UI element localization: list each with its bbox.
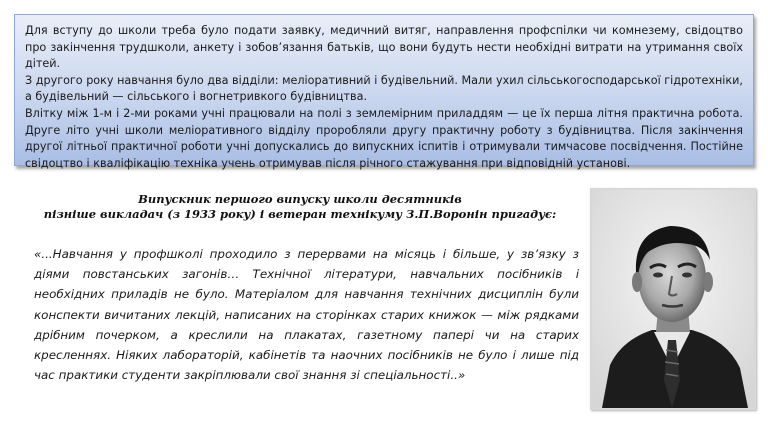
portrait-image <box>592 190 754 408</box>
memoir-quote: «...Навчання у профшколі проходило з перервами на місяць і більше, у зв’язку з діями повстанських загонів… Технічної літератури, навчальних посібників і необхідних приладів не було. Матеріалом для навчання технічних дисциплін були конспекти вичитаних лекцій, написаних на сторінках старих книжок — між рядками дрібним почерком, а креслили на плакатах, газетному папері чи на старих кресленнях. Ніяких лабораторій, кабінетів та наочних посібників не було і лише під час практики студенти закріплювали свої знання зі спеціальності..» <box>34 247 579 383</box>
info-paragraph-admission: Для вступу до школи треба було подати заявку, медичний витяг, направлення профспілки чи комнезему, свідоцтво про закінчення трудшколи, анкету і зобов’язання батьків, що вони будуть нести необхідні витрати на утримання своїх дітей. <box>25 24 743 71</box>
quote-heading-line-2: пізніше викладач (з 1933 року) і ветеран технікуму З.П.Воронін пригадує: <box>43 207 557 221</box>
quote-heading <box>40 192 560 222</box>
quote-heading-line-1: Випускник першого випуску школи десятників <box>138 192 462 206</box>
info-box <box>14 14 754 170</box>
info-paragraph-departments: З другого року навчання було два відділи: меліоративний і будівельний. Мали ухил сільськогосподарської гідротехніки, а будівельний — сільського і вогнетривкого будівництва. <box>25 73 743 104</box>
info-paragraph-practice: Влітку між 1-м і 2-ми роками учні працювали на полі з землемірним приладдям — це їх перша літня практична робота. Друге літо учні школи меліоративного відділу проробляли другу практичну роботу з будівництва. Після закінчення другої літньої практичної роботи учні допускались до випускних іспитів і отримували тимчасове посвідчення. Постійне свідоцтво і кваліфікацію техніка учень отримував після річного стажування при відповідній установі. <box>25 106 743 170</box>
portrait-photo <box>590 188 756 410</box>
